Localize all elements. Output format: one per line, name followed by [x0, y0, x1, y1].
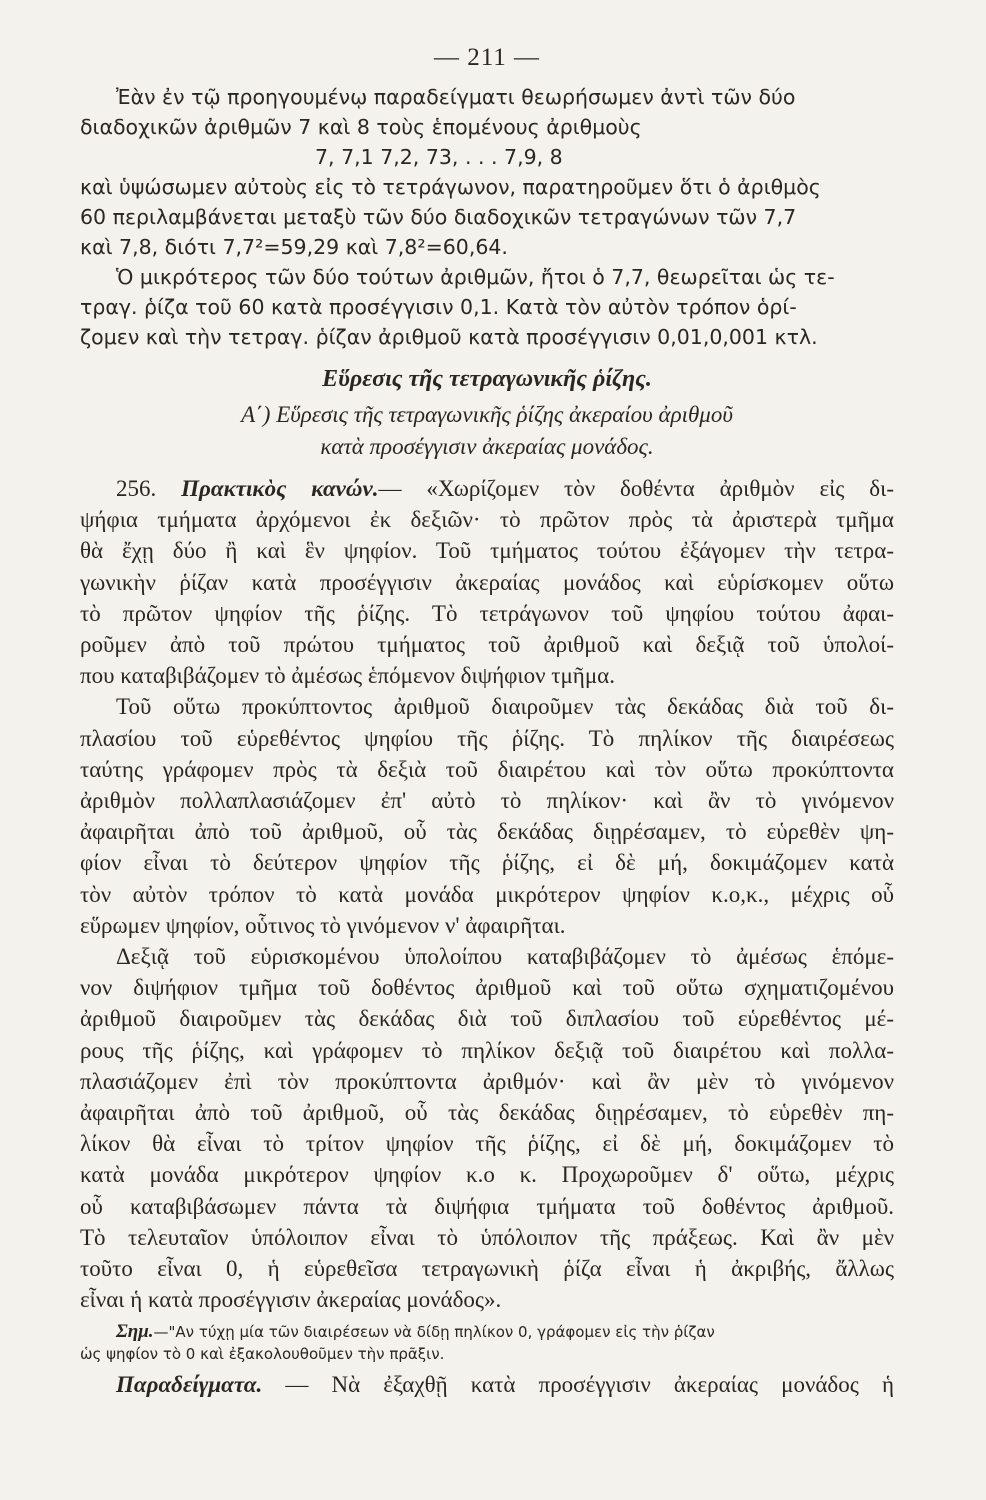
subheading-line: κατὰ προσέγγισιν ἀκεραίας μονάδος.	[320, 434, 654, 459]
text-line: τραγ. ῥίζα τοῦ 60 κατὰ προσέγγισιν 0,1. Κατὰ τὸν αὐτὸν τρόπον ὁρί-	[80, 295, 797, 319]
note-line: ὡς ψηφίον τὸ 0 καὶ ἐξακολουθοῦμεν τὴν πρᾶξιν.	[80, 1345, 445, 1364]
examples-label: Παραδείγματα.	[116, 1372, 263, 1398]
text-line: Ὁ μικρότερος τῶν δύο τούτων ἀριθμῶν, ἤτοι ὁ 7,7, θεωρεῖται ὡς τε-	[116, 265, 835, 289]
footnote	[80, 1321, 894, 1365]
text-line: διαδοχικῶν ἀριθμῶν 7 καὶ 8 τοὺς ἑπομένους ἀριθμοὺς	[80, 115, 642, 139]
text-line: τοῦτο εἶναι 0, ἡ εὑρεθεῖσα τετραγωνικὴ ῥίζα εἶναι ἡ ἀκριβής, ἄλλως	[80, 1256, 894, 1282]
intro-paragraph	[80, 82, 894, 352]
text-line: ἀφαιρῆται ἀπὸ τοῦ ἀριθμοῦ, οὗ τὰς δεκάδας διῃρέσαμεν, τὸ εὑρεθὲν πη-	[80, 1100, 894, 1126]
section-heading: Εὕρεσις τῆς τετραγωνικῆς ῥίζης.	[322, 366, 652, 392]
text-line: γωνικὴν ῥίζαν κατὰ προσέγγισιν ἀκεραίας μονάδος καὶ εὑρίσκομεν οὕτω	[80, 569, 894, 595]
text-line	[80, 473, 894, 504]
text-line: εὕρωμεν ψηφίον, οὗτινος τὸ γινόμενον ν' ἀφαιρῆται.	[80, 912, 566, 938]
text-line: θὰ ἔχῃ δύο ἢ καὶ ἓν ψηφίον. Τοῦ τμήματος τούτου ἐξάγομεν τὴν τετρα-	[80, 538, 894, 564]
rule-paragraph	[80, 473, 894, 691]
number-sequence: 7, 7,1 7,2, 73, . . . 7,9, 8	[315, 145, 563, 169]
text-line	[80, 1369, 894, 1400]
division-paragraph	[80, 691, 894, 941]
rule-number: 256.	[116, 476, 157, 501]
text-line: ταύτης γράφομεν πρὸς τὰ δεξιὰ τοῦ διαιρέτου καὶ τὸν οὕτω προκύπτοντα	[80, 756, 894, 782]
text-line: ψήφια τμήματα ἀρχόμενοι ἐκ δεξιῶν· τὸ πρῶτον πρὸς τὰ ἀριστερὰ τμῆμα	[80, 507, 894, 533]
examples-paragraph	[80, 1369, 894, 1400]
rule-text: — «Χωρίζομεν τὸν δοθέντα ἀριθμὸν εἰς δι-	[378, 476, 894, 501]
subsection-heading	[80, 399, 894, 463]
text-line: ἀφαιρῆται ἀπὸ τοῦ ἀριθμοῦ, οὗ τὰς δεκάδας διῃρέσαμεν, τὸ εὑρεθὲν ψη-	[80, 819, 894, 845]
note-label: Σημ.	[116, 1321, 154, 1343]
subheading-line: Α΄) Εὕρεσις τῆς τετραγωνικῆς ῥίζης ἀκεραίου ἀριθμοῦ	[241, 402, 733, 427]
note-text: —"Αν τύχῃ μία τῶν διαιρέσεων νὰ δίδῃ πηλίκον 0, γράφομεν εἰς τὴν ῥίζαν	[153, 1323, 715, 1342]
text-line: φίον εἶναι τὸ δεύτερον ψηφίον τῆς ῥίζης, εἰ δὲ μή, δοκιμάζομεν κατὰ	[80, 850, 894, 876]
text-line: πλασιάζομεν ἐπὶ τὸν προκύπτοντα ἀριθμόν· καὶ ἂν μὲν τὸ γινόμενον	[80, 1068, 894, 1094]
rule-title: Πρακτικὸς κανών.	[181, 476, 379, 501]
text-line: Δεξιᾷ τοῦ εὑρισκομένου ὑπολοίπου καταβιβάζομεν τὸ ἀμέσως ἑπόμε-	[116, 944, 894, 970]
text-line: ἀριθμὸν πολλαπλασιάζομεν ἐπ' αὐτὸ τὸ πηλίκον· καὶ ἂν τὸ γινόμενον	[80, 788, 894, 814]
text-line: ρους τῆς ῥίζης, καὶ γράφομεν τὸ πηλίκον δεξιᾷ τοῦ διαιρέτου καὶ πολλα-	[80, 1037, 894, 1063]
text-line: Ἐὰν ἐν τῷ προηγουμένῳ παραδείγματι θεωρήσωμεν ἀντὶ τῶν δύο	[116, 85, 796, 109]
text-line: 60 περιλαμβάνεται μεταξὺ τῶν δύο διαδοχικῶν τετραγώνων τῶν 7,7	[80, 205, 797, 229]
text-line: κατὰ μονάδα μικρότερον ψηφίον κ.ο κ. Προχωροῦμεν δ' οὕτω, μέχρις	[80, 1162, 894, 1188]
text-line: πλασίου τοῦ εὑρεθέντος ψηφίου τῆς ῥίζης. Τὸ πηλίκον τῆς διαιρέσεως	[80, 725, 894, 751]
text-line: καὶ 7,8, διότι 7,7²=59,29 καὶ 7,8²=60,64.	[80, 235, 508, 259]
text-line: εἶναι ἡ κατὰ προσέγγισιν ἀκεραίας μονάδος».	[80, 1287, 502, 1313]
text-line: λίκον θὰ εἶναι τὸ τρίτον ψηφίον τῆς ῥίζης, εἰ δὲ μή, δοκιμάζομεν τὸ	[80, 1131, 894, 1157]
text-line: ζομεν καὶ τὴν τετραγ. ῥίζαν ἀριθμοῦ κατὰ προσέγγισιν 0,01,0,001 κτλ.	[80, 325, 818, 349]
text-line: Τοῦ οὕτω προκύπτοντος ἀριθμοῦ διαιροῦμεν τὰς δεκάδας διὰ τοῦ δι-	[116, 694, 894, 720]
note-line	[80, 1321, 894, 1343]
text-line: τὸ πρῶτον ψηφίον τῆς ῥίζης. Τὸ τετράγωνον τοῦ ψηφίου τούτου ἀφαι-	[80, 600, 894, 626]
text-line: καὶ ὑψώσωμεν αὐτοὺς εἰς τὸ τετράγωνον, παρατηροῦμεν ὅτι ὁ ἀριθμὸς	[80, 175, 821, 199]
page-number: — 211 —	[433, 44, 541, 71]
text-line: οὗ καταβιβάσωμεν πάντα τὰ διψήφια τμήματα τοῦ δοθέντος ἀριθμοῦ.	[80, 1193, 894, 1219]
text-line: ροῦμεν ἀπὸ τοῦ πρώτου τμήματος τοῦ ἀριθμοῦ καὶ δεξιᾷ τοῦ ὑπολοί-	[80, 632, 894, 658]
continuation-paragraph	[80, 941, 894, 1315]
text-line: Τὸ τελευταῖον ὑπόλοιπον εἶναι τὸ ὑπόλοιπον τῆς πράξεως. Καὶ ἂν μὲν	[80, 1224, 894, 1250]
text-line: ἀριθμοῦ διαιροῦμεν τὰς δεκάδας διὰ τοῦ διπλασίου τοῦ εὑρεθέντος μέ-	[80, 1006, 894, 1032]
text-line: νον διψήφιον τμῆμα τοῦ δοθέντος ἀριθμοῦ καὶ τοῦ οὕτω σχηματιζομένου	[80, 975, 894, 1001]
text-line: που καταβιβάζομεν τὸ ἀμέσως ἑπόμενον διψήφιον τμῆμα.	[80, 663, 615, 689]
examples-text: — Νὰ ἐξαχθῇ κατὰ προσέγγισιν ἀκεραίας μονάδος ἡ	[285, 1372, 895, 1398]
text-line: τὸν αὐτὸν τρόπον τὸ κατὰ μονάδα μικρότερον ψηφίον κ.ο,κ., μέχρις οὗ	[80, 881, 894, 907]
